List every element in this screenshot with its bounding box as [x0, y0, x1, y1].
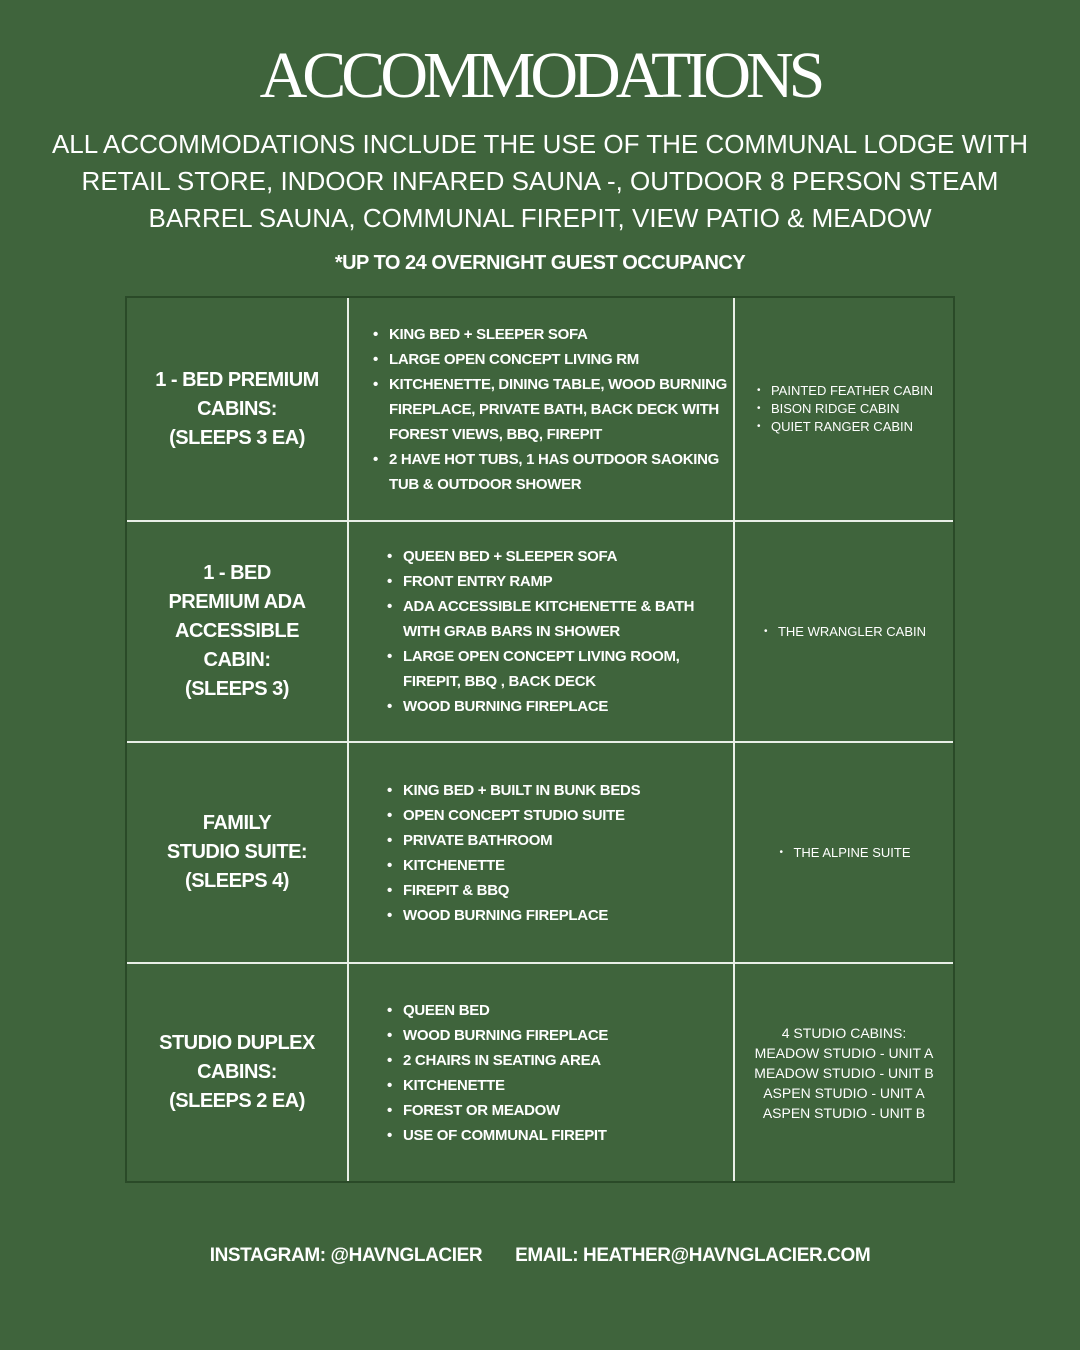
- unit-item: • THE WRANGLER CABIN: [762, 623, 926, 641]
- accommodation-name: [141, 366, 333, 453]
- name-line: CABIN:: [203, 649, 271, 671]
- unit-item: • PAINTED FEATHER CABIN: [755, 382, 933, 400]
- units-cell: [735, 964, 953, 1181]
- accommodation-type-cell: [127, 522, 349, 741]
- accommodation-type-cell: [127, 964, 349, 1181]
- unit-item: • BISON RIDGE CABIN: [755, 400, 933, 418]
- accommodation-type-cell: [127, 298, 349, 520]
- occupancy-note: *UP TO 24 OVERNIGHT GUEST OCCUPANCY: [334, 252, 746, 274]
- features-cell: [349, 298, 735, 520]
- feature-item: • FRONT ENTRY RAMP: [387, 569, 733, 594]
- feature-item: • 2 CHAIRS IN SEATING AREA: [387, 1048, 608, 1073]
- name-line: FAMILY: [202, 812, 272, 834]
- units-cell: [735, 298, 953, 520]
- name-line: (SLEEPS 3 EA): [169, 426, 305, 449]
- name-line: ACCESSIBLE: [175, 620, 299, 642]
- feature-item: • LARGE OPEN CONCEPT LIVING RM: [373, 347, 733, 372]
- feature-item: • PRIVATE BATHROOM: [387, 828, 640, 853]
- feature-item: • KITCHENETTE: [387, 853, 640, 878]
- table-row-studio-duplex: [127, 964, 953, 1181]
- accommodation-name: [153, 809, 321, 896]
- feature-item: • KING BED + SLEEPER SOFA: [373, 322, 733, 347]
- units-list: [762, 623, 926, 641]
- accommodation-name: [145, 1029, 329, 1116]
- accommodation-name: [154, 559, 319, 704]
- name-line: CABINS:: [197, 1061, 277, 1083]
- contact-footer: [0, 1245, 1080, 1267]
- name-line: (SLEEPS 2 EA): [169, 1090, 305, 1112]
- feature-item: • WOOD BURNING FIREPLACE: [387, 694, 733, 719]
- features-list: [349, 544, 733, 719]
- name-line: 1 - BED: [203, 562, 271, 584]
- feature-item: • FIREPIT & BBQ: [387, 878, 640, 903]
- name-line: CABINS:: [197, 397, 277, 420]
- features-cell: [349, 964, 735, 1181]
- feature-item: • WOOD BURNING FIREPLACE: [387, 1023, 608, 1048]
- table-row-premium-cabins: [127, 298, 953, 522]
- units-list: [777, 844, 910, 862]
- unit-item: 4 STUDIO CABINS:: [781, 1024, 907, 1041]
- accommodations-table: [125, 296, 955, 1183]
- feature-item: • LARGE OPEN CONCEPT LIVING ROOM, FIREPIT, BBQ , BACK DECK: [387, 644, 733, 694]
- feature-item: • QUEEN BED: [387, 998, 608, 1023]
- unit-item: MEADOW STUDIO - UNIT B: [754, 1064, 934, 1081]
- unit-item: ASPEN STUDIO - UNIT B: [762, 1104, 926, 1121]
- features-cell: [349, 743, 735, 962]
- feature-item: • KITCHENETTE: [387, 1073, 608, 1098]
- unit-item: ASPEN STUDIO - UNIT A: [763, 1084, 925, 1101]
- accommodation-type-cell: [127, 743, 349, 962]
- feature-item: • ADA ACCESSIBLE KITCHENETTE & BATH WITH GRAB BARS IN SHOWER: [387, 594, 733, 644]
- table-row-ada-cabin: [127, 522, 953, 743]
- page-title: ACCOMMODATIONS: [259, 39, 821, 112]
- feature-item: • OPEN CONCEPT STUDIO SUITE: [387, 803, 640, 828]
- feature-item: • QUEEN BED + SLEEPER SOFA: [387, 544, 733, 569]
- feature-item: • KITCHENETTE, DINING TABLE, WOOD BURNING FIREPLACE, PRIVATE BATH, BACK DECK WITH FOREST VIEWS, BBQ, FIREPIT: [373, 372, 733, 447]
- units-cell: [735, 743, 953, 962]
- unit-item: • QUIET RANGER CABIN: [755, 418, 933, 436]
- name-line: (SLEEPS 4): [185, 870, 289, 892]
- feature-item: • 2 HAVE HOT TUBS, 1 HAS OUTDOOR SAOKING TUB & OUTDOOR SHOWER: [373, 447, 733, 497]
- feature-item: • USE OF COMMUNAL FIREPIT: [387, 1123, 608, 1148]
- table-row-family-suite: [127, 743, 953, 964]
- feature-item: • WOOD BURNING FIREPLACE: [387, 903, 640, 928]
- intro-text: ALL ACCOMMODATIONS INCLUDE THE USE OF THE COMMUNAL LODGE WITH RETAIL STORE, INDOOR INFARED SAUNA -, OUTDOOR 8 PERSON STEAM BARREL SAUNA, COMMUNAL FIREPIT, VIEW PATIO & MEADOW: [51, 129, 1029, 233]
- features-list: [349, 998, 608, 1148]
- features-cell: [349, 522, 735, 741]
- units-list: [754, 1023, 933, 1123]
- units-cell: [735, 522, 953, 741]
- name-line: (SLEEPS 3): [185, 678, 289, 700]
- name-line: STUDIO SUITE:: [166, 841, 308, 863]
- units-list: [755, 382, 933, 436]
- feature-item: • KING BED + BUILT IN BUNK BEDS: [387, 778, 640, 803]
- unit-item: MEADOW STUDIO - UNIT A: [754, 1044, 934, 1061]
- name-line: STUDIO DUPLEX: [159, 1032, 315, 1054]
- unit-item: • THE ALPINE SUITE: [777, 844, 910, 862]
- name-line: PREMIUM ADA: [168, 591, 306, 613]
- feature-item: • FOREST OR MEADOW: [387, 1098, 608, 1123]
- email-link[interactable]: EMAIL: HEATHER@HAVNGLACIER.COM: [515, 1245, 871, 1266]
- features-list: [349, 322, 733, 497]
- instagram-handle[interactable]: INSTAGRAM: @HAVNGLACIER: [209, 1245, 483, 1266]
- name-line: 1 - BED PREMIUM: [155, 368, 319, 391]
- features-list: [349, 778, 640, 928]
